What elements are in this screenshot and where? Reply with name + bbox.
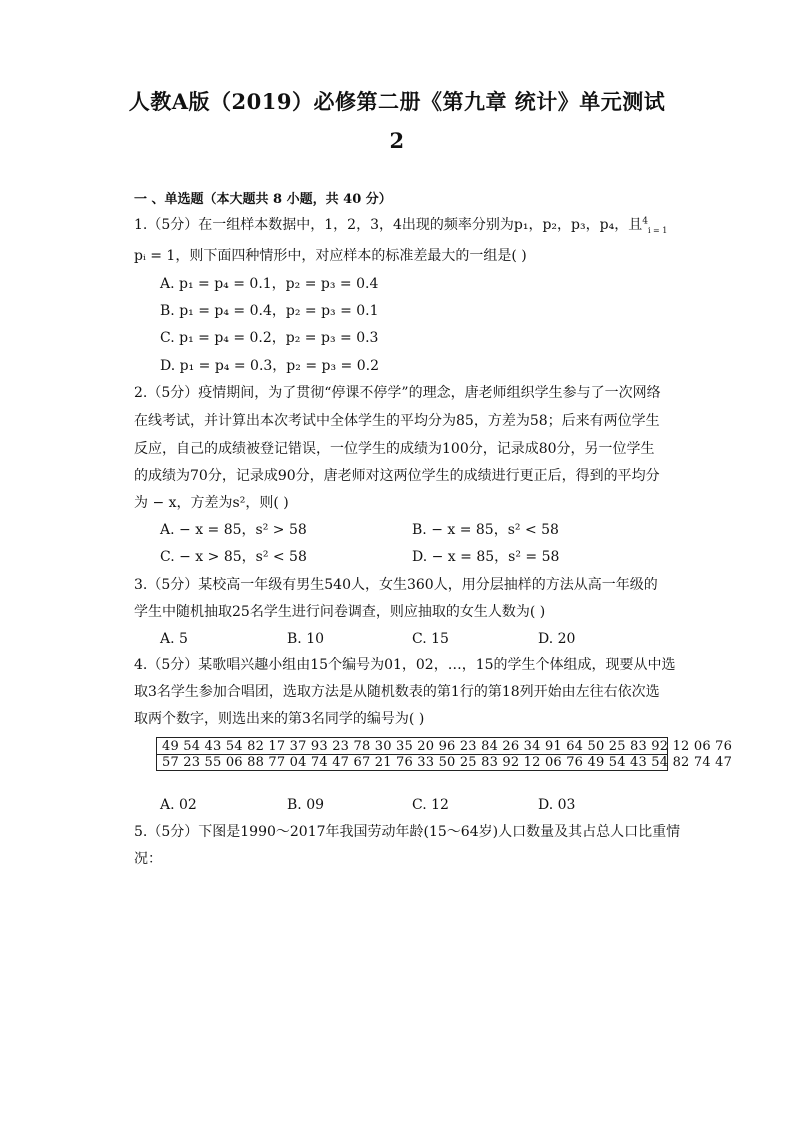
- q3-option-c: C. 15: [412, 631, 449, 647]
- q3-stem-line1: 3.（5分）某校高一年级有男生540人，女生360人，用分层抽样的方法从高一年级的: [134, 577, 658, 593]
- q1-option-d: D. p₁ = p₄ = 0.3，p₂ = p₃ = 0.2: [160, 358, 379, 374]
- q1-stem-text: 1.（5分）在一组样本数据中，1，2，3，4出现的频率分别为p₁，p₂，p₃，p₄，且: [134, 217, 643, 233]
- q2-stem-line5: 为 − x，方差为s²，则( ): [134, 495, 289, 511]
- q2-stem-line1: 2.（5分）疫情期间，为了贯彻“停课不停学”的理念，唐老师组织学生参与了一次网络: [134, 385, 661, 401]
- q2-stem-line2: 在线考试，并计算出本次考试中全体学生的平均分为85，方差为58；后来有两位学生: [134, 413, 660, 429]
- q3-stem-line2: 学生中随机抽取25名学生进行问卷调查，则应抽取的女生人数为( ): [134, 604, 546, 620]
- random-number-table: [156, 737, 733, 771]
- random-number-row-2: 57 23 55 06 88 77 04 74 47 67 21 76 33 50 25 83 92 12 06 76 49 54 43 54 82 74 47: [162, 755, 733, 770]
- sum-upper-limit: 4: [642, 216, 648, 227]
- page-title: 人教A版（2019）必修第二册《第九章 统计》单元测试: [128, 89, 666, 114]
- q1-option-c: C. p₁ = p₄ = 0.2，p₂ = p₃ = 0.3: [160, 330, 379, 346]
- q4-option-d: D. 03: [538, 797, 576, 813]
- q5-stem-line2: 况：: [134, 851, 162, 867]
- q1-stem-line1: [134, 215, 667, 235]
- random-number-row-1: 49 54 43 54 82 17 37 93 23 78 30 35 20 96 23 84 26 34 91 64 50 25 83 92 12 06 76: [162, 739, 733, 754]
- sum-lower-limit: i = 1: [647, 225, 668, 235]
- q2-option-c: C. − x > 85，s² < 58: [160, 549, 307, 565]
- page-title-line2: 2: [389, 128, 405, 153]
- q4-stem-line1: 4.（5分）某歌唱兴趣小组由15个编号为01，02，…，15的学生个体组成，现要从中选: [134, 657, 676, 673]
- q2-stem-line3: 反应，自己的成绩被登记错误，一位学生的成绩为100分，记录成80分，另一位学生: [134, 441, 655, 457]
- q4-stem-line3: 取两个数字，则选出来的第3名同学的编号为( ): [134, 711, 425, 727]
- section-heading: 一 、单选题（本大题共 8 小题，共 40 分）: [134, 192, 392, 207]
- q1-option-b: B. p₁ = p₄ = 0.4，p₂ = p₃ = 0.1: [160, 303, 379, 319]
- q2-stem-line4: 的成绩为70分，记录成90分，唐老师对这两位学生的成绩进行更正后，得到的平均分: [134, 468, 660, 484]
- q2-option-d: D. − x = 85，s² = 58: [412, 549, 560, 565]
- q3-option-d: D. 20: [538, 631, 576, 647]
- q4-stem-line2: 取3名学生参加合唱团，选取方法是从随机数表的第1行的第18列开始由左往右依次选: [134, 684, 660, 700]
- q4-option-c: C. 12: [412, 797, 449, 813]
- table-divider: [157, 754, 667, 755]
- q1-option-a: A. p₁ = p₄ = 0.1，p₂ = p₃ = 0.4: [160, 276, 379, 292]
- q2-option-a: A. − x = 85，s² > 58: [160, 522, 307, 538]
- q4-option-b: B. 09: [287, 797, 325, 813]
- q3-option-a: A. 5: [160, 631, 188, 647]
- q1-stem-line2: pᵢ = 1，则下面四种情形中，对应样本的标准差最大的一组是( ): [134, 248, 527, 264]
- q2-option-b: B. − x = 85，s² < 58: [412, 522, 559, 538]
- q3-option-b: B. 10: [287, 631, 325, 647]
- q4-option-a: A. 02: [160, 797, 197, 813]
- q5-stem-line1: 5.（5分）下图是1990～2017年我国劳动年龄(15～64岁)人口数量及其占总人口比重情: [134, 824, 681, 840]
